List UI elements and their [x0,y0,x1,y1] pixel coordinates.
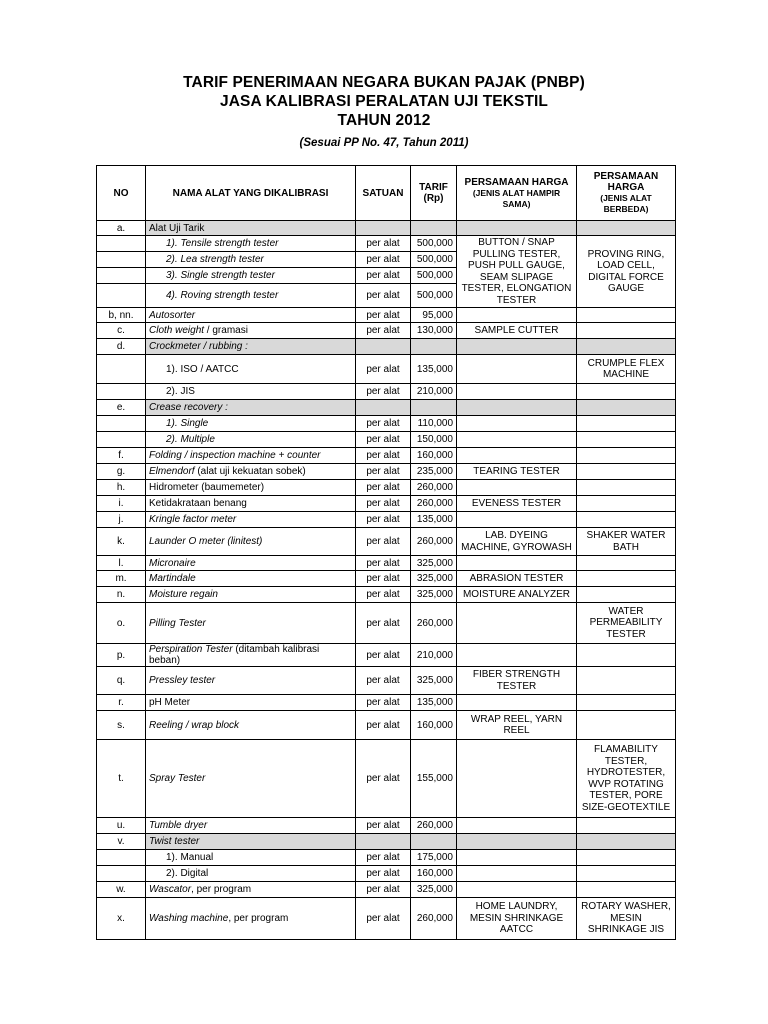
row-no: c. [97,323,146,339]
row-diff-equivalent: ROTARY WASHER, MESIN SHRINKAGE JIS [577,898,676,940]
table-row [97,221,676,236]
row-name: 2). Digital [146,866,356,882]
row-no: k. [97,528,146,556]
table-row [97,512,676,528]
row-unit: per alat [356,284,411,308]
table-row [97,603,676,644]
row-unit: per alat [356,850,411,866]
row-name: 1). Single [146,416,356,432]
row-price: 135,000 [411,355,457,384]
row-no: u. [97,818,146,834]
row-same-equivalent: FIBER STRENGTH TESTER [457,667,577,695]
row-price: 260,000 [411,480,457,496]
row-name: 2). Multiple [146,432,356,448]
table-row [97,496,676,512]
table-header-row [97,166,676,221]
header-persamaan-harga-sama [457,166,577,221]
row-unit: per alat [356,252,411,268]
header-no: NO [97,166,146,221]
row-no: q. [97,667,146,695]
row-name: 1). ISO / AATCC [146,355,356,384]
table-row [97,236,676,252]
row-unit: per alat [356,603,411,644]
row-diff-equivalent: SHAKER WATER BATH [577,528,676,556]
row-no: a. [97,221,146,236]
table-row [97,711,676,740]
header-persamaan-harga-beda [577,166,676,221]
row-name-italic: Cloth weight [149,325,205,336]
row-same-equivalent: BUTTON / SNAP PULLING TESTER, PUSH PULL GAUGE, SEAM SLIPAGE TESTER, ELONGATION TESTER [457,236,577,308]
row-name-rest: , per program [191,884,252,895]
row-name: Autosorter [146,308,356,323]
row-price: 260,000 [411,818,457,834]
row-name: 1). Tensile strength tester [146,236,356,252]
row-price: 210,000 [411,384,457,400]
row-same-equivalent: TEARING TESTER [457,464,577,480]
row-name-rest: (ditambah kalibrasi beban) [149,644,320,666]
row-unit: per alat [356,711,411,740]
table-row [97,323,676,339]
table-row [97,384,676,400]
header-satuan: SATUAN [356,166,411,221]
table-row [97,850,676,866]
row-name-italic: Perspiration Tester [149,644,233,655]
row-no: o. [97,603,146,644]
row-no: j. [97,512,146,528]
tariff-table [96,165,676,940]
row-unit: per alat [356,740,411,818]
row-diff-equivalent: PROVING RING, LOAD CELL, DIGITAL FORCE GAUGE [577,236,676,308]
row-unit: per alat [356,644,411,667]
row-name: Ketidakrataan benang [146,496,356,512]
row-diff-equivalent: WATER PERMEABILITY TESTER [577,603,676,644]
document-title-line-1: TARIF PENERIMAAN NEGARA BUKAN PAJAK (PNBP) [183,74,585,91]
row-unit: per alat [356,898,411,940]
table-row [97,528,676,556]
row-unit: per alat [356,528,411,556]
row-unit: per alat [356,236,411,252]
row-no: e. [97,400,146,416]
row-no: b, nn. [97,308,146,323]
row-name-italic: Elmendorf [149,466,195,477]
row-same-equivalent: ABRASION TESTER [457,571,577,587]
table-row [97,448,676,464]
row-name-italic: Washing machine [149,913,229,924]
row-same-equivalent: HOME LAUNDRY, MESIN SHRINKAGE AATCC [457,898,577,940]
row-name: Launder O meter (linitest) [146,528,356,556]
table-row [97,834,676,850]
row-price: 160,000 [411,866,457,882]
row-unit: per alat [356,448,411,464]
row-same-equivalent: MOISTURE ANALYZER [457,587,577,603]
row-same-equivalent: LAB. DYEING MACHINE, GYROWASH [457,528,577,556]
row-price: 135,000 [411,695,457,711]
row-no: s. [97,711,146,740]
row-no: v. [97,834,146,850]
row-name-rest: , per program [228,913,289,924]
row-name: Martindale [146,571,356,587]
header-nama: NAMA ALAT YANG DIKALIBRASI [146,166,356,221]
row-unit: per alat [356,268,411,284]
row-name: Crease recovery : [146,400,356,416]
row-price: 500,000 [411,268,457,284]
table-row [97,464,676,480]
row-name-rest: / gramasi [204,325,248,336]
row-unit: per alat [356,323,411,339]
table-row [97,587,676,603]
document-title-line-3: TAHUN 2012 [337,112,431,129]
row-no: h. [97,480,146,496]
row-name: Pressley tester [146,667,356,695]
row-name: 4). Roving strength tester [146,284,356,308]
row-diff-equivalent: FLAMABILITY TESTER, HYDROTESTER, WVP ROTATING TESTER, PORE SIZE-GEOTEXTILE [577,740,676,818]
table-row [97,898,676,940]
row-unit: per alat [356,587,411,603]
table-row [97,695,676,711]
row-unit: per alat [356,432,411,448]
row-no: w. [97,882,146,898]
header-ph2-sub: (JENIS ALAT BERBEDA) [600,193,652,214]
row-price: 500,000 [411,284,457,308]
row-no: r. [97,695,146,711]
row-unit: per alat [356,384,411,400]
row-name [146,323,356,339]
row-name: Spray Tester [146,740,356,818]
row-unit: per alat [356,866,411,882]
row-price: 260,000 [411,496,457,512]
row-diff-equivalent: CRUMPLE FLEX MACHINE [577,355,676,384]
row-price: 160,000 [411,448,457,464]
row-price: 110,000 [411,416,457,432]
row-no: d. [97,339,146,355]
table-row [97,339,676,355]
table-row [97,866,676,882]
table-row [97,818,676,834]
row-name: Moisture regain [146,587,356,603]
row-name: Reeling / wrap block [146,711,356,740]
row-name [146,644,356,667]
row-unit: per alat [356,556,411,571]
row-unit: per alat [356,480,411,496]
row-name: Folding / inspection machine + counter [146,448,356,464]
row-name: Micronaire [146,556,356,571]
row-price: 135,000 [411,512,457,528]
row-price: 260,000 [411,528,457,556]
table-row [97,416,676,432]
row-same-equivalent: WRAP REEL, YARN REEL [457,711,577,740]
row-price: 235,000 [411,464,457,480]
row-no: p. [97,644,146,667]
header-ph1-label: PERSAMAAN HARGA [464,176,569,188]
table-row [97,740,676,818]
row-name: Pilling Tester [146,603,356,644]
table-row [97,355,676,384]
row-price: 325,000 [411,667,457,695]
row-no: f. [97,448,146,464]
row-price: 325,000 [411,882,457,898]
row-no: n. [97,587,146,603]
row-price: 325,000 [411,571,457,587]
row-price: 130,000 [411,323,457,339]
row-price: 325,000 [411,587,457,603]
row-unit: per alat [356,308,411,323]
row-price: 260,000 [411,898,457,940]
table-row [97,480,676,496]
row-unit: per alat [356,571,411,587]
row-name: Tumble dryer [146,818,356,834]
row-unit: per alat [356,512,411,528]
table-row [97,882,676,898]
row-same-equivalent: SAMPLE CUTTER [457,323,577,339]
row-name [146,898,356,940]
table-row [97,432,676,448]
table-row [97,400,676,416]
row-price: 325,000 [411,556,457,571]
row-name-italic: Wascator [149,884,192,895]
row-no: l. [97,556,146,571]
header-ph2-label: PERSAMAAN HARGA [593,171,659,193]
row-price: 155,000 [411,740,457,818]
row-same-equivalent: EVENESS TESTER [457,496,577,512]
row-price: 160,000 [411,711,457,740]
row-name: 2). JIS [146,384,356,400]
row-price: 500,000 [411,252,457,268]
row-name: pH Meter [146,695,356,711]
table-row [97,556,676,571]
row-unit: per alat [356,667,411,695]
row-unit: per alat [356,464,411,480]
row-unit: per alat [356,818,411,834]
row-no: m. [97,571,146,587]
row-price: 210,000 [411,644,457,667]
document-title-line-2: JASA KALIBRASI PERALATAN UJI TEKSTIL [220,93,548,110]
row-no: t. [97,740,146,818]
row-unit: per alat [356,882,411,898]
row-no: x. [97,898,146,940]
row-price: 95,000 [411,308,457,323]
row-name [146,882,356,898]
row-unit: per alat [356,416,411,432]
row-name-rest: (alat uji kekuatan sobek) [194,466,306,477]
row-price: 260,000 [411,603,457,644]
row-price: 150,000 [411,432,457,448]
row-name: Twist tester [146,834,356,850]
header-tarif: TARIF (Rp) [411,166,457,221]
row-name: Crockmeter / rubbing : [146,339,356,355]
row-no: g. [97,464,146,480]
row-unit: per alat [356,496,411,512]
row-name: 3). Single strength tester [146,268,356,284]
table-row [97,667,676,695]
row-name [146,464,356,480]
table-row [97,571,676,587]
row-unit: per alat [356,355,411,384]
row-unit: per alat [356,695,411,711]
row-price: 500,000 [411,236,457,252]
row-name: 2). Lea strength tester [146,252,356,268]
row-name: Hidrometer (baumemeter) [146,480,356,496]
table-row [97,308,676,323]
row-no: i. [97,496,146,512]
document-subtitle: (Sesuai PP No. 47, Tahun 2011) [299,137,469,149]
row-name: Kringle factor meter [146,512,356,528]
header-ph1-sub: (JENIS ALAT HAMPIR SAMA) [472,187,561,209]
row-price: 175,000 [411,850,457,866]
table-row [97,644,676,667]
row-name: 1). Manual [146,850,356,866]
row-name: Alat Uji Tarik [146,221,356,236]
